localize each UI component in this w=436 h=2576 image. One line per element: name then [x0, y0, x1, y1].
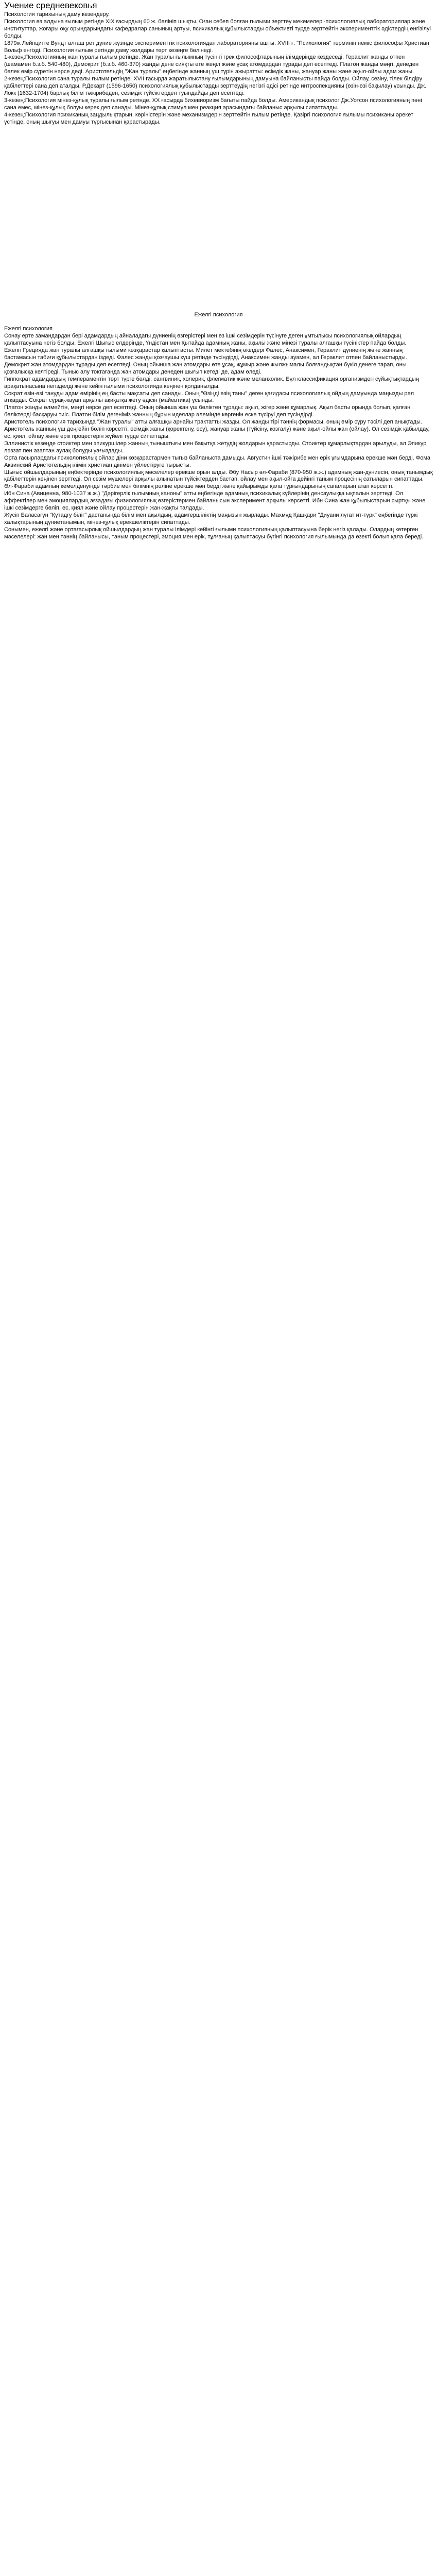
paragraph: Демокрит жан атомдардан тұрады деп есептеді. Оның ойынша жан атомдары өте ұсақ, жұмыр және жылжымалы болғандықтан бүкіл денеге тарап, оны қозғалысқа келтіреді. Тыныс алу тоқтағанда жан атомдары денеден шығып кетеді де, адам өледі.: [4, 361, 407, 375]
paragraph: Шығыс ойшылдарының еңбектерінде психологиялық мәселелер ерекше орын алды. Әбу Насыр әл-Фараби (870-950 ж.ж.) адамның жан-дүниесін, оның танымдық қабілеттерін кеңінен зерттеді. Ол сезім мүшелері арқылы алынатын түйсіктерден бастап, ойлау мен ақыл-ойға дейінгі таным процесінің сатыларын сипаттады. Әл-Фараби адамның кемелденуінде тәрбие мен білімнің рөліне ерекше мән берді және қайырымды қала тұрғындарының сапаларын атап көрсетті.: [4, 469, 433, 490]
document-page: [0, 0, 436, 541]
part2-body: [4, 326, 433, 540]
paragraph: Психология тарихының даму кезеңдеру.: [4, 11, 110, 18]
part1-body: [4, 11, 433, 126]
paragraph: 3-кезең:Психология мінез-құлық туралы ғылым ретінде. ХХ ғасырда бихевиоризм бағыты пайда болды. Американдық психолог Дж.Уотсон психологияның пәні сана емес, мінез-құлық болуы керек деп санады. Мінез-құлық стимул мен реакция арасындағы байланыс арқылы сипатталды.: [4, 97, 422, 111]
paragraph: Ежелгі Грецияда жан туралы алғашқы ғылыми көзқарастар қалыптасты. Милет мектебінің өкілдері Фалес, Анаксимен, Гераклит дүниенің және жанның бастамасын табиғи құбылыстардан іздеді. Фалес жанды қозғаушы күш ретінде түсіндірді, Анаксимен жанды ауамен, ал Гераклит отпен байланыстырды.: [4, 347, 407, 361]
paragraph: Аристотель психология тарихында "Жан туралы" атты алғашқы арнайы трактатты жазды. Ол жанды тірі тәннің формасы, оның өмір сүру тәсілі деп анықтады. Аристотель жанның үш деңгейін бөліп көрсетті: өсімдік жаны (қоректену, өсу), жануар жаны (түйсіну, қозғалу) және ақыл-ойлы жан (ойлау). Ол сезімдік қабылдау, ес, қиял, ойлау және ерік процестерін жүйелі түрде сипаттады.: [4, 419, 430, 439]
paragraph: Ежелгі психология: [4, 326, 53, 332]
section-heading: Ежелгі психология: [194, 311, 243, 318]
spacer: [4, 318, 433, 326]
paragraph: Гиппократ адамдардың темпераментін төрт түрге бөлді: сангвиник, холерик, флегматик және меланхолик. Бұл классификация организмдегі сұйықтықтардың арақатынасына негізделді және кейін ғылыми психологияда кеңінен қолданылды.: [4, 376, 419, 389]
paragraph: Жүсіп Баласағұн "Құтадғу біліг" дастанында білім мен ақылдың, адамгершіліктің маңызын жырлады. Махмұд Қашқари "Диуани лұғат ит-түрк" еңбегінде түркі халықтарының дүниетанымын, мінез-құлық ерекшеліктерін сипаттады.: [4, 512, 418, 526]
paragraph: Эллинистік кезеңде стоиктер мен эпикуршілер жанның тыныштығы мен бақытқа жетудің жолдарын қарастырды. Стоиктер құмарлықтардан арылуды, ал Эпикур ләззат пен азаптан аулақ болуды уағыздады.: [4, 440, 427, 454]
paragraph: Сократ өзін-өзі тануды адам өмірінің ең басты мақсаты деп санады. Оның "Өзіңді өзің таны" деген қағидасы психологиялық ойдың дамуында маңызды рөл атқарды. Сократ сұрақ-жауап арқылы ақиқатқа жету әдісін (майевтика) ұсынды.: [4, 390, 414, 404]
paragraph: Сонау ерте замандардан бері адамдардың айналадағы дүниенің өзгерістері мен өз ішкі сезімдерін түсінуге деген ұмтылысы психологиялық ойлардың қалыптасуына негіз болды. Ежелгі Шығыс елдерінде, Үндістан мен Қытайда адамның жаны, ақылы және мінезі туралы алғашқы түсініктер пайда болды.: [4, 333, 407, 347]
section-gap: [4, 126, 433, 312]
paragraph: Платон жанды өлмейтін, мәңгі нәрсе деп есептеді. Оның ойынша жан үш бөліктен тұрады: ақыл, жігер және құмарлық. Ақыл басты орында болып, қалған бөліктерді басқаруы тиіс. Платон білім дегеніміз жанның бұрын идеялар әлемінде көргенін еске түсіруі деп түсіндірді.: [4, 404, 411, 418]
paragraph: Психология өз алдына ғылым ретінде ХІХ ғасырдың 60 ж. бөлініп шықты. Оған себеп болған ғылыми зерттеу мекемелері-психологиялық лабораториялар және институттар, жоғары оқу орындарындағы кафедралар санының артуы, психикалық құбылыстарды объективті түрде зерттейтін эксперименттік әдістердің енгізілуі болды.: [4, 18, 431, 39]
page-title: Учение средневековья: [4, 1, 97, 10]
paragraph: 1-кезең:Психологияның жан туралы ғылым ретінде. Жан туралы ғылымның түсінігі грек философтарының ілімдерінде кездеседі. Гераклит жанды отпен (шамамен б.з.б. 540-480), Демокрит (б.з.б. 460-370) жанды дене сияқты өте жеңіл және ұсақ атомдардан тұрады деп есептеді. Платон жанды мәңгі, денеден бөлек өмір сүретін нәрсе деді. Аристотельдің "Жан туралы" еңбегінде жанның үш түрін ажыратты: өсімдік жаны, жануар жаны және ақыл-ойлы адам жаны.: [4, 54, 419, 75]
paragraph: Орта ғасырлардағы психологиялық ойлар діни көзқарастармен тығыз байланыста дамыды. Августин ішкі тәжірибе мен ерік ұғымдарына ерекше мән берді. Фома Аквинский Аристотельдің ілімін христиан дінімен үйлестіруге тырысты.: [4, 454, 431, 468]
paragraph: 4-кезең:Психология психиканың заңдылықтарын, көріністерін және механизмдерін зерттейтін ғылым ретінде. Қазіргі психология ғылымы психиканы әрекет үстінде, оның шығуы мен дамуы тұрғысынан қарастырады.: [4, 111, 413, 125]
paragraph: 1879ж Лейпцигте Вундт алғаш рет дүние жүзінде эксперименттік психологиядан лабораторияны ашты. ХVІІІ ғ. "Психология" терминін неміс философы Христиан Вольф енгізді. Психология ғылым ретінде даму жолдары төрт кезеңге бөлінеді.: [4, 40, 429, 54]
paragraph: 2-кезең:Психология сана туралы ғылым ретінде. ХVІІ ғасырда жаратылыстану ғылымдарының дамуына байланысты пайда болды. Ойлау, сезіну, тілек білдіру қабілеттері сана деп аталды. Р.Декарт (1596-1650) психологиялық құбылыстарды зерттеудің негізгі әдісі ретінде интроспекцияны (өзін-өзі бақылау) ұсынды. Дж. Локк (1632-1704) барлық білім тәжірибеден, сезімдік түйсіктерден туындайды деп есептеді.: [4, 76, 427, 96]
paragraph: Сонымен, ежелгі және ортағасырлық ойшылдардың жан туралы ілімдері кейінгі ғылыми психологияның қалыптасуына берік негіз қалады. Олардың көтерген мәселелері: жан мен тәннің байланысы, таным процестері, эмоция мен ерік, тұлғаның қалыптасуы бүгінгі психология ғылымында да өзекті болып қала береді.: [4, 526, 424, 540]
paragraph: Ибн Сина (Авиценна, 980-1037 ж.ж.) "Дәрігерлік ғылымның каноны" атты еңбегінде адамның психикалық күйлерінің денсаулыққа ықпалын зерттеді. Ол аффектілер мен эмоциялардың ағзадағы физиологиялық өзгерістермен байланысын эксперимент арқылы көрсетті. Ибн Сина жан құбылыстарын сыртқы және ішкі сезімдерге бөліп, ес, қиял және ойлау процестерін жан-жақты талдады.: [4, 490, 426, 512]
